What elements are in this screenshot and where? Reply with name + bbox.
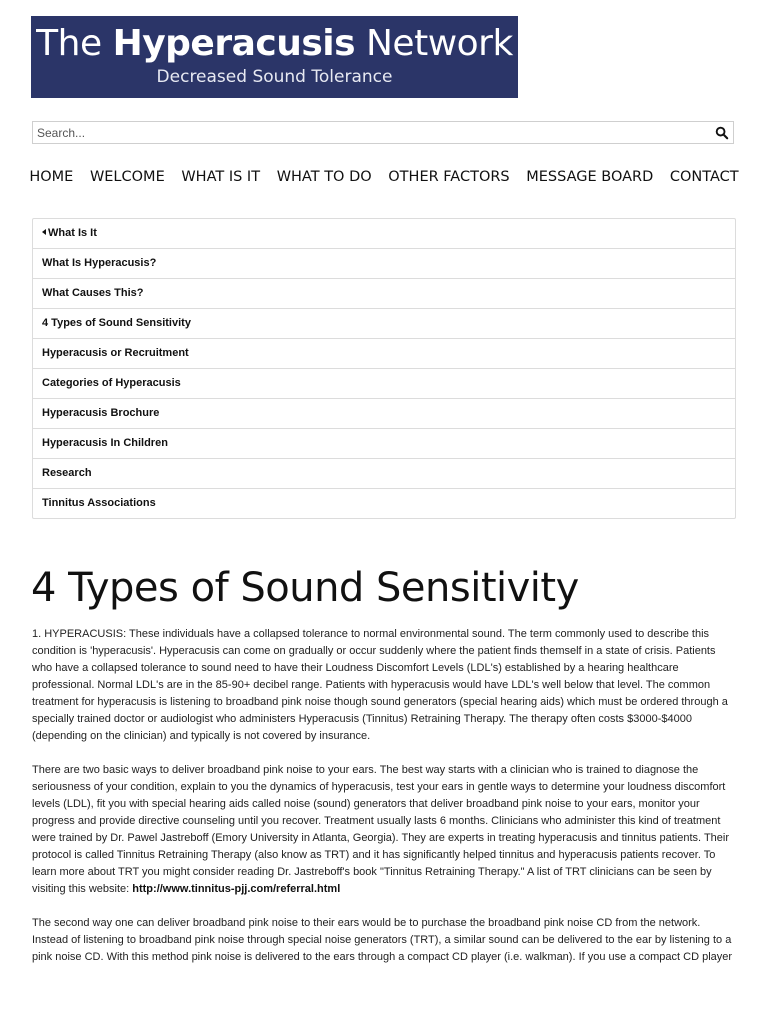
subnav-item-children[interactable]: Hyperacusis In Children	[33, 428, 735, 458]
caret-left-icon	[42, 229, 46, 235]
section-subnav	[32, 218, 736, 519]
subnav-item-tinnitus-associations[interactable]: Tinnitus Associations	[33, 488, 735, 518]
subnav-item-categories[interactable]: Categories of Hyperacusis	[33, 368, 735, 398]
subnav-item-what-is-hyperacusis[interactable]: What Is Hyperacusis?	[33, 248, 735, 278]
article-body	[32, 626, 738, 983]
search-bar	[32, 121, 734, 144]
subnav-back-link[interactable]	[33, 219, 735, 248]
paragraph-pink-noise-cd: The second way one can deliver broadband pink noise to their ears would be to purchase the broadband pink noise CD from the network. Instead of listening to broadband pink noise through special noise generators (TRT), a similar sound can be delivered to the ear by listening to a pink noise CD. With this method pink noise is delivered to the ears through a compact CD player (i.e. walkman). If you use a compact CD player	[32, 917, 733, 963]
nav-item-what-is-it[interactable]: WHAT IS IT	[181, 169, 261, 185]
nav-item-welcome[interactable]: WELCOME	[89, 169, 165, 185]
search-input[interactable]	[33, 122, 697, 143]
site-subtitle: Decreased Sound Tolerance	[156, 67, 393, 87]
subnav-item-4-types[interactable]: 4 Types of Sound Sensitivity	[33, 308, 735, 338]
search-icon[interactable]	[715, 126, 729, 140]
site-title-post: Network	[355, 23, 513, 64]
nav-item-message-board[interactable]: MESSAGE BOARD	[526, 169, 654, 185]
site-title-bold: Hyperacusis	[112, 23, 356, 64]
paragraph-hyperacusis: 1. HYPERACUSIS: These individuals have a collapsed tolerance to normal environmental sound. The term commonly used to describe this condition is 'hyperacusis'. Hyperacusis can come on gradually or occur suddenly where the patient finds themself in a state of crisis. Patients who have a collapsed tolerance to sound need to have their Loudness Discomfort Levels (LDL's) established by a hearing healthcare professional. Normal LDL's are in the 85-90+ decibel range. Patients with hyperacusis would have LDL's well below that level. The common treatment for hyperacusis is listening to broadband pink noise though sound generators (special hearing aids) which must be ordered through a specially trained doctor or audiologist who administers Hyperacusis (Tinnitus) Retraining Therapy. The therapy often costs $3000-$4000 (depending on the clinician) and typically is not covered by insurance.	[32, 628, 728, 742]
paragraph-pink-noise-text: There are two basic ways to deliver broadband pink noise to your ears. The best way starts with a clinician who is trained to diagnose the seriousness of your condition, explain to you the dynamics of hyperacusis, test your ears in gentle ways to determine your loudness discomfort levels (LDL), fit you with special hearing aids called noise (sound) generators that deliver broadband pink noise to your ears, monitor your progress and provide directive counseling until you recover. Treatment usually lasts 6 months. Clinicians who administer this kind of treatment were trained by Dr. Pawel Jastreboff (Emory University in Atlanta, Georgia). They are experts in treating hyperacusis and tinnitus patients. Their protocol is called Tinnitus Retraining Therapy (also know as TRT) and it has significantly helped tinnitus and hyperacusis patients recover. To learn more about TRT you might consider reading Dr. Jastreboff's book "Tinnitus Retraining Therapy." A list of TRT clinicians can be seen by visiting this website:	[32, 764, 730, 895]
paragraph-pink-noise-delivery	[32, 762, 738, 898]
trt-referral-link[interactable]: http://www.tinnitus-pjj.com/referral.html	[132, 883, 341, 895]
subnav-item-brochure[interactable]: Hyperacusis Brochure	[33, 398, 735, 428]
site-title-pre: The	[36, 23, 113, 64]
nav-item-home[interactable]: HOME	[29, 169, 74, 185]
subnav-item-hyperacusis-or-recruitment[interactable]: Hyperacusis or Recruitment	[33, 338, 735, 368]
subnav-item-research[interactable]: Research	[33, 458, 735, 488]
nav-item-other-factors[interactable]: OTHER FACTORS	[388, 169, 510, 185]
nav-item-contact[interactable]: CONTACT	[669, 169, 739, 185]
page-title: 4 Types of Sound Sensitivity	[31, 565, 579, 611]
site-banner[interactable]	[31, 16, 518, 98]
subnav-item-what-causes-this[interactable]: What Causes This?	[33, 278, 735, 308]
subnav-back-label: What Is It	[48, 227, 97, 239]
nav-item-what-to-do[interactable]: WHAT TO DO	[276, 169, 372, 185]
site-title	[31, 16, 518, 64]
main-nav	[0, 169, 768, 185]
